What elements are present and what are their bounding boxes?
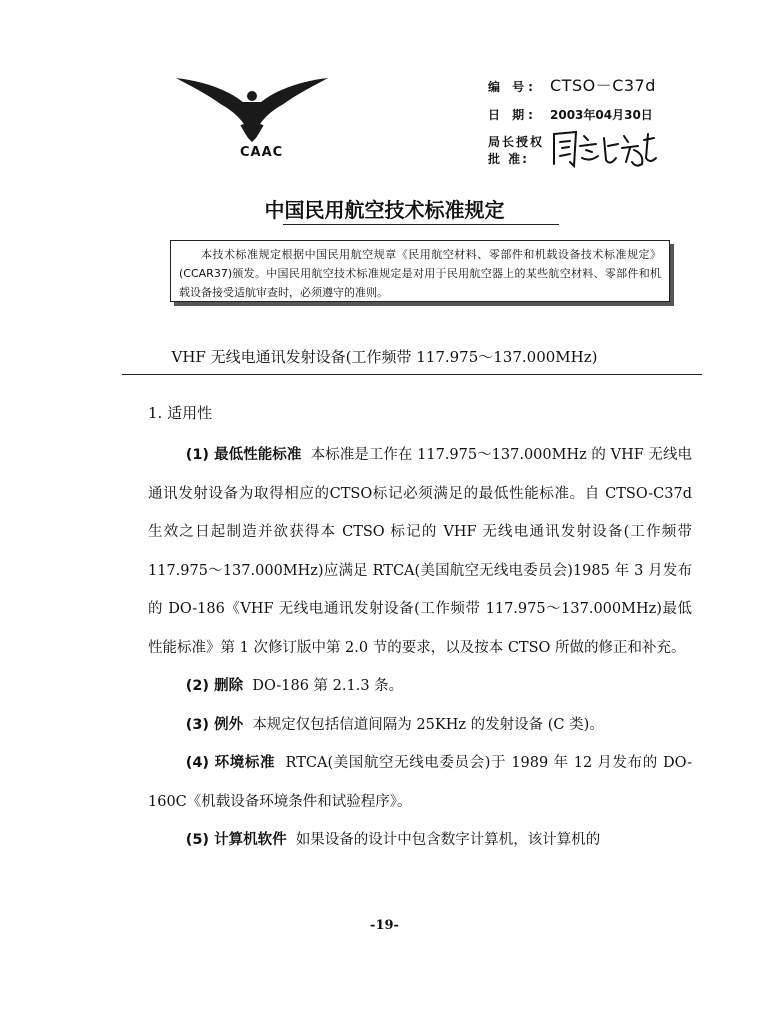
notice-box: 本技术标准规定根据中国民用航空规章《民用航空材料、零部件和机载设备技术标准规定》(CCAR37)颁发。中国民用航空技术标准规定是对用于民用航空器上的某些航空材料、零部件和机载设备接受适航审查时，必须遵守的准则。 [170,240,670,302]
paragraph: (1) 最低性能标准 本标准是工作在 117.975～137.000MHz 的 VHF 无线电通讯发射设备为取得相应的CTSO标记必须满足的最低性能标准。自 CTSO-C37d 生效之日起制造并欲获得本 CTSO 标记的 VHF 无线电通讯发射设备(工作频带 117.975～137.000MHz)应满足 RTCA(美国航空无线电委员会)1985 年 3 月发布的 DO-186《VHF 无线电通讯发射设备(工作频带 117.975～137.000MHz)最低性能标准》第 1 次修订版中第 2.0 节的要求，以及按本 CTSO 所做的修正和补充。 [148,447,693,656]
subtitle-rule [122,374,702,375]
page-number: -19- [370,918,399,933]
document-subtitle: VHF 无线电通讯发射设备(工作频带 117.975～137.000MHz) [171,348,598,366]
document-date-row [488,106,653,123]
document-date-label: 日 期: [488,108,537,122]
title-underline [283,224,559,225]
document-title: 中国民用航空技术标准规定 [264,198,505,222]
approval-label-line-2: 批 准: [488,152,529,166]
document-date-value: 2003年04月30日 [550,108,653,122]
paragraph: (5) 计算机软件 如果设备的设计中包含数字计算机，该计算机的 [185,832,601,848]
paragraph: (3) 例外 本规定仅包括信道间隔为 25KHz 的发射设备 (C 类)。 [185,716,604,733]
approval-label-line-1: 局长授权 [488,135,545,149]
paragraph: (2) 删除 DO-186 第 2.1.3 条。 [185,678,404,694]
paragraph: (4) 环境标准 RTCA(美国航空无线电委员会)于 1989 年 12 月发布的 DO-160C《机载设备环境条件和试验程序》。 [148,755,692,810]
section-heading: 1. 适用性 [148,404,213,422]
body-text [148,436,692,860]
document-number-label: 编 号: [488,80,537,94]
document-number-value: CTSO－C37d [550,76,656,95]
document-number-row [488,73,656,96]
logo-caption: CAAC [240,145,284,160]
handwritten-signature [550,128,660,170]
